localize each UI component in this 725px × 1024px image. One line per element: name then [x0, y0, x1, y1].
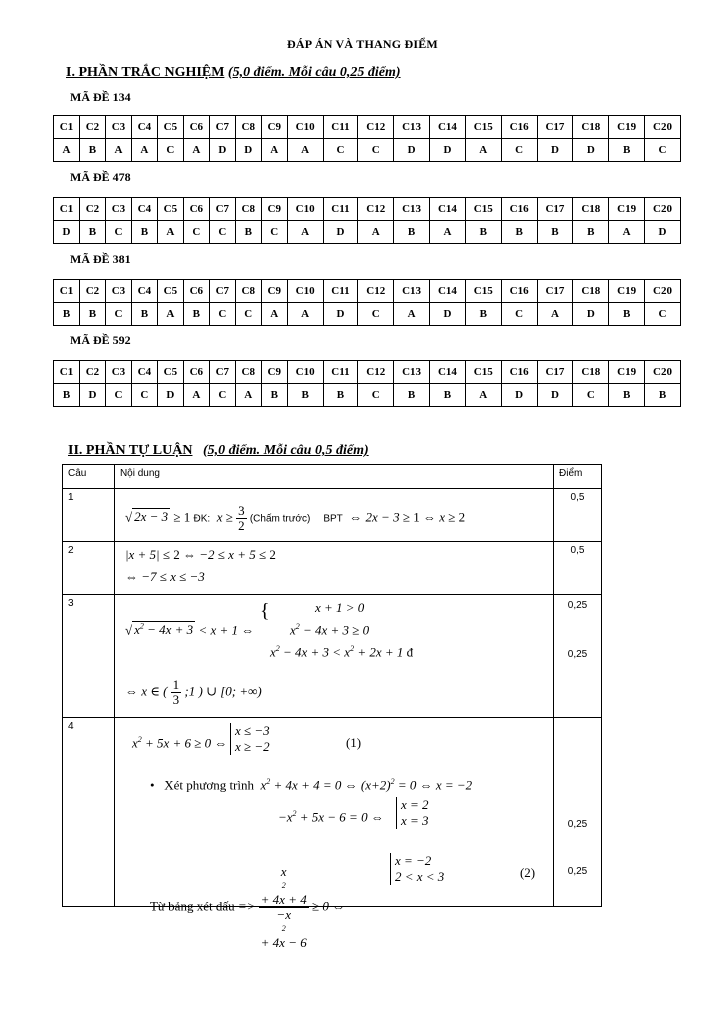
answer-cell: D [645, 221, 681, 244]
question-cell: C10 [287, 361, 323, 384]
row-content: √ $x^2 - 4x + 3 < x + 1$ ⇔ { x + 1 > 0 $x^2 - 4x + 3 \ge 0$ $x^2 - 4x + 3 < x^2 + 2x + 1$ đ ⇔ x ∈ ( $\frac{1}{3}$ ;1 ) ∪ [0; +∞) [114, 595, 553, 718]
question-row [54, 198, 681, 221]
question-cell: C13 [394, 116, 430, 139]
question-cell: C15 [465, 116, 501, 139]
question-cell: C2 [79, 116, 105, 139]
question-cell: C1 [54, 361, 80, 384]
answer-cell: D [323, 221, 358, 244]
question-cell: C1 [54, 198, 80, 221]
question-cell: C20 [645, 280, 681, 303]
answer-cell: A [105, 139, 131, 162]
question-cell: C13 [394, 198, 430, 221]
section2-note: (5,0 điểm. Mỗi câu 0,5 điểm) [202, 443, 369, 458]
question-cell: C6 [183, 198, 209, 221]
answer-cell: C [573, 384, 609, 407]
answer-cell: D [157, 384, 183, 407]
question-cell: C13 [394, 361, 430, 384]
answer-cell: D [537, 384, 573, 407]
question-cell: C18 [573, 361, 609, 384]
answer-cell: B [394, 384, 430, 407]
answer-cell: D [430, 303, 466, 326]
answer-cell: D [394, 139, 430, 162]
question-cell: C17 [537, 361, 573, 384]
answer-cell: D [209, 139, 235, 162]
question-cell: C20 [645, 198, 681, 221]
question-cell: C19 [609, 198, 645, 221]
row-num: 1 [63, 489, 115, 542]
question-cell: C5 [157, 198, 183, 221]
answer-cell: C [157, 139, 183, 162]
answer-cell: A [465, 139, 501, 162]
answer-cell: A [394, 303, 430, 326]
essay-row-1 [63, 489, 602, 542]
essay-row-3 [63, 595, 602, 718]
question-cell: C17 [537, 198, 573, 221]
question-cell: C5 [157, 280, 183, 303]
question-cell: C7 [209, 280, 235, 303]
answer-cell: A [537, 303, 573, 326]
row-num: 3 [63, 595, 115, 718]
question-cell: C18 [573, 116, 609, 139]
answer-cell: C [261, 221, 287, 244]
answer-cell: C [358, 139, 394, 162]
question-row [54, 280, 681, 303]
question-cell: C3 [105, 361, 131, 384]
essay-row-4 [63, 718, 602, 907]
answer-cell: A [465, 384, 501, 407]
answer-cell: C [645, 303, 681, 326]
question-cell: C15 [465, 198, 501, 221]
question-cell: C8 [235, 198, 261, 221]
answer-cell: B [79, 221, 105, 244]
question-cell: C7 [209, 198, 235, 221]
answer-cell: B [261, 384, 287, 407]
answer-cell: D [501, 384, 537, 407]
question-cell: C8 [235, 116, 261, 139]
question-cell: C11 [323, 198, 358, 221]
question-cell: C6 [183, 280, 209, 303]
answer-cell: A [609, 221, 645, 244]
section2-heading [68, 443, 369, 459]
question-cell: C16 [501, 198, 537, 221]
question-cell: C4 [131, 116, 157, 139]
question-cell: C15 [465, 280, 501, 303]
question-cell: C2 [79, 280, 105, 303]
col-points: Điểm [554, 465, 602, 489]
question-cell: C12 [358, 280, 394, 303]
code-label: MÃ ĐỀ 381 [70, 252, 131, 266]
question-cell: C17 [537, 116, 573, 139]
question-cell: C14 [430, 198, 466, 221]
answer-row [54, 303, 681, 326]
answer-cell: B [323, 384, 358, 407]
question-cell: C9 [261, 361, 287, 384]
answer-cell: B [465, 221, 501, 244]
section1-title: I. PHẦN TRẮC NGHIỆM [66, 65, 225, 80]
answer-cell: B [537, 221, 573, 244]
answer-cell: C [645, 139, 681, 162]
answer-row [54, 139, 681, 162]
question-cell: C8 [235, 280, 261, 303]
answer-cell: C [209, 384, 235, 407]
answer-cell: A [131, 139, 157, 162]
question-cell: C18 [573, 198, 609, 221]
code-label: MÃ ĐỀ 134 [70, 90, 131, 104]
question-row [54, 116, 681, 139]
question-cell: C12 [358, 361, 394, 384]
question-cell: C20 [645, 116, 681, 139]
question-cell: C16 [501, 280, 537, 303]
answer-cell: A [358, 221, 394, 244]
question-cell: C1 [54, 280, 80, 303]
essay-header-row [63, 465, 602, 489]
essay-table [62, 464, 602, 950]
answer-cell: B [465, 303, 501, 326]
answer-cell: C [105, 303, 131, 326]
question-cell: C12 [358, 116, 394, 139]
question-cell: C3 [105, 198, 131, 221]
answer-cell: B [235, 221, 261, 244]
row-content: √ 2x − 3 ≥ 1 ĐK: x ≥ $\frac{3}{2}$ (Chấm trước) BPT ⇔ 2x − 3 ≥ 1 ⇔ x ≥ 2 [114, 489, 553, 542]
answer-cell: B [79, 139, 105, 162]
answer-cell: D [573, 303, 609, 326]
code-label: MÃ ĐỀ 592 [70, 333, 131, 347]
question-cell: C3 [105, 280, 131, 303]
question-cell: C1 [54, 116, 80, 139]
question-cell: C10 [287, 280, 323, 303]
question-cell: C19 [609, 361, 645, 384]
answer-cell: C [105, 384, 131, 407]
row-points: 0,25 0,25 [554, 595, 602, 718]
answer-cell: D [79, 384, 105, 407]
answer-cell: B [609, 139, 645, 162]
question-cell: C4 [131, 280, 157, 303]
question-cell: C9 [261, 198, 287, 221]
question-cell: C5 [157, 116, 183, 139]
question-cell: C4 [131, 198, 157, 221]
row-num: 2 [63, 542, 115, 595]
section1-heading [66, 65, 401, 81]
question-cell: C5 [157, 361, 183, 384]
answer-cell: A [261, 303, 287, 326]
answer-cell: C [501, 139, 537, 162]
question-cell: C2 [79, 361, 105, 384]
answer-cell: B [54, 384, 80, 407]
row-points: 0,5 [554, 542, 602, 595]
answer-cell: D [323, 303, 358, 326]
question-cell: C9 [261, 116, 287, 139]
answer-cell: A [183, 384, 209, 407]
answer-cell: C [183, 221, 209, 244]
question-cell: C19 [609, 116, 645, 139]
answer-cell: D [54, 221, 80, 244]
answer-table [53, 279, 681, 326]
answer-cell: B [609, 303, 645, 326]
answer-cell: B [131, 221, 157, 244]
answer-cell: A [235, 384, 261, 407]
row-points: 0,5 [554, 489, 602, 542]
question-cell: C11 [323, 361, 358, 384]
answer-cell: A [157, 303, 183, 326]
question-cell: C8 [235, 361, 261, 384]
answer-cell: A [261, 139, 287, 162]
answer-cell: C [209, 303, 235, 326]
row-points: 0,25 0,25 [554, 718, 602, 907]
answer-cell: A [183, 139, 209, 162]
answer-cell: C [501, 303, 537, 326]
question-cell: C14 [430, 116, 466, 139]
answer-cell: C [105, 221, 131, 244]
code-label: MÃ ĐỀ 478 [70, 170, 131, 184]
question-cell: C19 [609, 280, 645, 303]
answer-cell: A [287, 221, 323, 244]
answer-cell: A [287, 303, 323, 326]
question-cell: C11 [323, 280, 358, 303]
essay-row-2 [63, 542, 602, 595]
question-cell: C18 [573, 280, 609, 303]
answer-cell: C [358, 384, 394, 407]
answer-cell: B [79, 303, 105, 326]
answer-cell: B [287, 384, 323, 407]
answer-cell: D [430, 139, 466, 162]
question-cell: C12 [358, 198, 394, 221]
answer-cell: B [430, 384, 466, 407]
section2-title: II. PHẦN TỰ LUẬN [68, 443, 193, 458]
question-cell: C16 [501, 361, 537, 384]
answer-cell: A [157, 221, 183, 244]
question-cell: C14 [430, 361, 466, 384]
question-cell: C2 [79, 198, 105, 221]
answer-cell: B [54, 303, 80, 326]
answer-cell: D [573, 139, 609, 162]
question-cell: C10 [287, 198, 323, 221]
answer-cell: C [323, 139, 358, 162]
row-num: 4 [63, 718, 115, 907]
col-question: Câu [63, 465, 115, 489]
question-cell: C3 [105, 116, 131, 139]
answer-row [54, 384, 681, 407]
question-cell: C20 [645, 361, 681, 384]
answer-table [53, 115, 681, 162]
answer-cell: C [235, 303, 261, 326]
question-cell: C13 [394, 280, 430, 303]
answer-cell: C [131, 384, 157, 407]
answer-cell: C [209, 221, 235, 244]
question-cell: C15 [465, 361, 501, 384]
answer-cell: B [183, 303, 209, 326]
col-content: Nội dung [114, 465, 553, 489]
answer-cell: A [287, 139, 323, 162]
question-cell: C16 [501, 116, 537, 139]
answer-cell: D [537, 139, 573, 162]
answer-cell: A [430, 221, 466, 244]
question-cell: C4 [131, 361, 157, 384]
question-cell: C6 [183, 361, 209, 384]
answer-cell: B [131, 303, 157, 326]
answer-cell: B [645, 384, 681, 407]
answer-table [53, 360, 681, 407]
answer-cell: D [235, 139, 261, 162]
answer-cell: C [358, 303, 394, 326]
answer-cell: B [501, 221, 537, 244]
question-cell: C10 [287, 116, 323, 139]
row-content: $x^2 + 5x + 6 \ge 0$ ⇔ x ≤ −3 x ≥ −2 (1) • Xét phương trình $x^2 + 4x + 4 = 0$ ⇔ $(x+2)^2 = 0$ ⇔ x = −2 $-x^2 + 5x - 6 = 0$ ⇔ x = 2 x = 3 Từ bảng xét dấu => x 2 + 4x + 4 −x 2 + 4x − 6 ≥ 0 ⇔ x = −2 2 < x < 3 (2) [114, 718, 553, 907]
question-cell: C7 [209, 361, 235, 384]
question-cell: C6 [183, 116, 209, 139]
answer-row [54, 221, 681, 244]
row-content: |x + 5| ≤ 2 ⇔ −2 ≤ x + 5 ≤ 2 ⇔ −7 ≤ x ≤ −3 [114, 542, 553, 595]
answer-cell: B [573, 221, 609, 244]
question-cell: C14 [430, 280, 466, 303]
answer-cell: B [394, 221, 430, 244]
section1-note: (5,0 điểm. Mỗi câu 0,25 điểm) [227, 65, 401, 80]
question-cell: C11 [323, 116, 358, 139]
answer-cell: A [54, 139, 80, 162]
question-cell: C7 [209, 116, 235, 139]
question-cell: C9 [261, 280, 287, 303]
answer-table [53, 197, 681, 244]
page-title: ĐÁP ÁN VÀ THANG ĐIỂM [287, 37, 438, 51]
answer-cell: B [609, 384, 645, 407]
question-cell: C17 [537, 280, 573, 303]
question-row [54, 361, 681, 384]
